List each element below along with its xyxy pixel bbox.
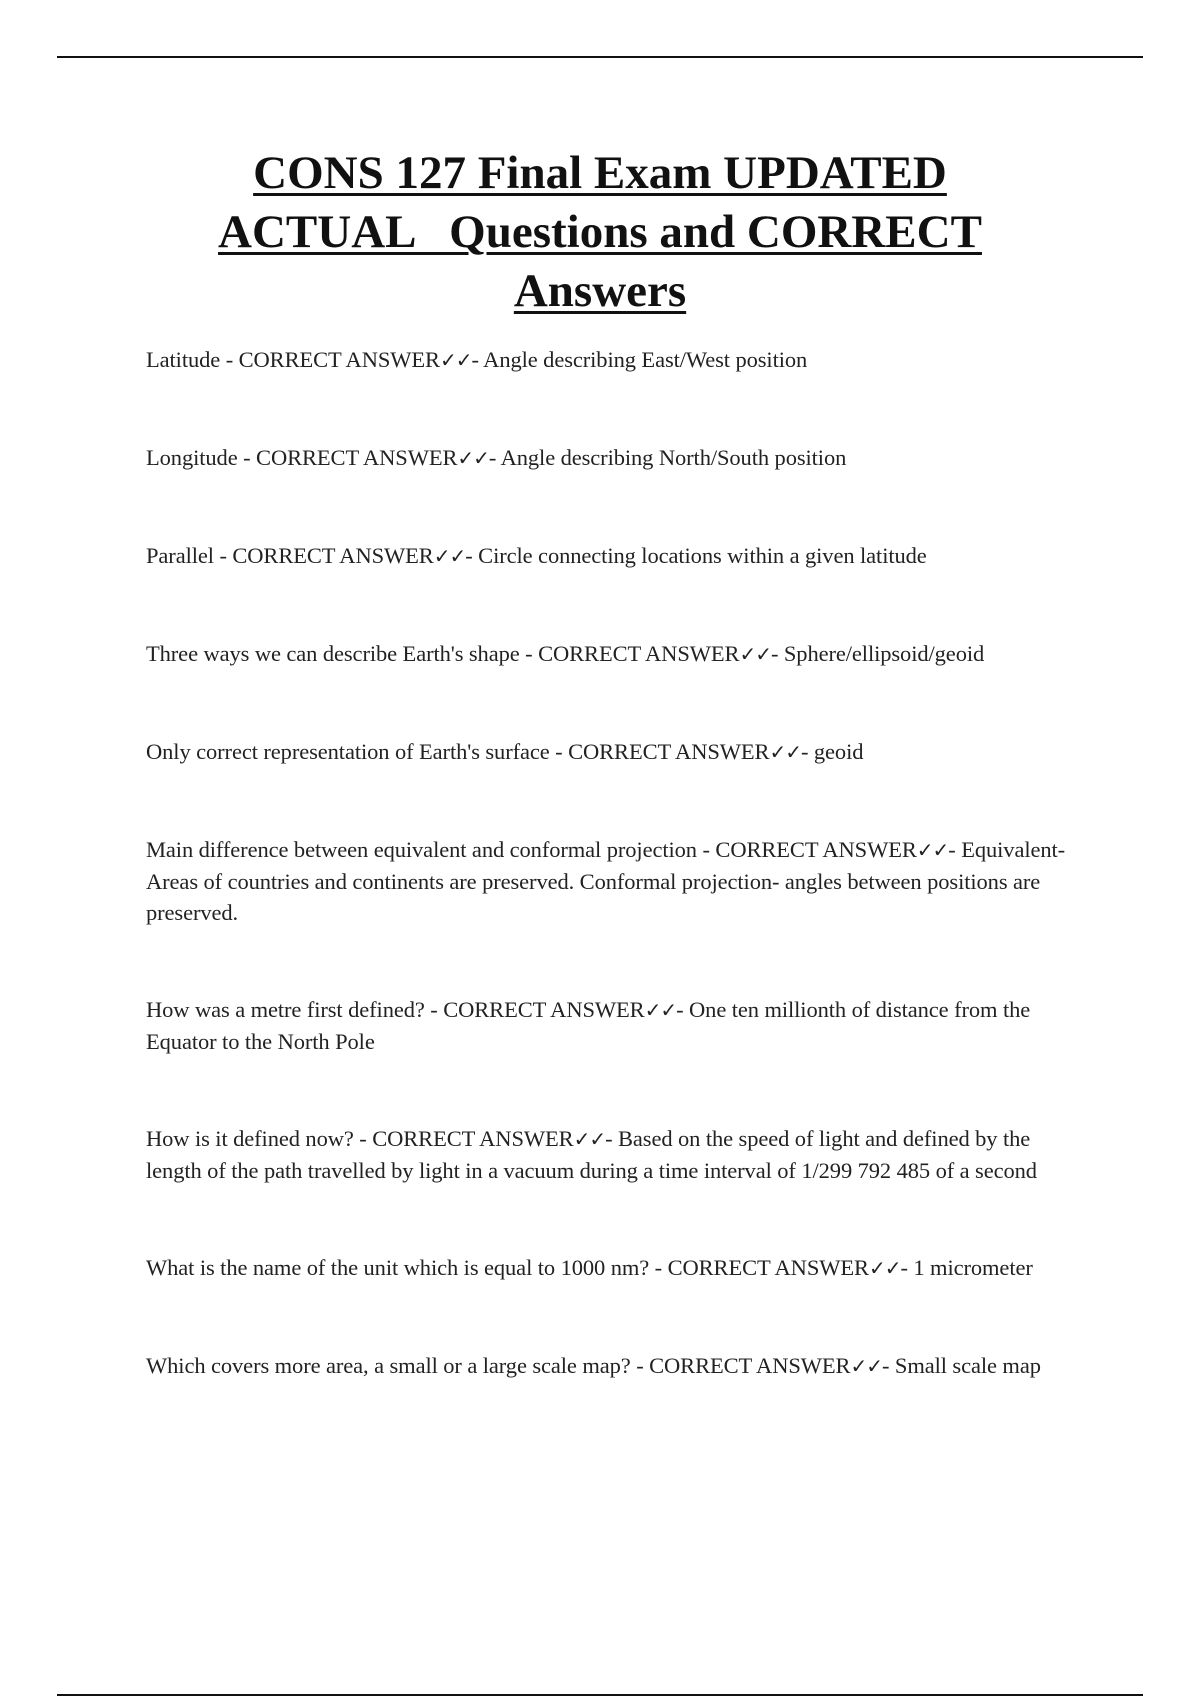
title-line-3: Answers [513,265,687,317]
qa-item [146,736,1066,768]
question-text: Three ways we can describe Earth's shape [146,641,520,666]
answer-text: 1 micrometer [913,1255,1033,1280]
answer-label: - CORRECT ANSWER [213,543,434,568]
question-text: Latitude [146,347,221,372]
answer-text: geoid [813,739,864,764]
answer-prefix: - [676,997,690,1022]
answer-prefix: - [900,1255,914,1280]
qa-item [146,638,1066,670]
qa-item [146,442,1066,474]
answer-label: - CORRECT ANSWER [649,1255,869,1280]
qa-item [146,834,1066,928]
answer-text: Angle describing East/West position [483,347,808,372]
answer-prefix: - [770,641,784,666]
answer-label: - CORRECT ANSWER [424,997,645,1022]
answer-text: Circle connecting locations within a given latitude [478,543,927,568]
answer-prefix: - [800,739,814,764]
answer-text: Angle describing North/South position [500,445,847,470]
document-title [100,144,1100,321]
answer-prefix: - [948,837,962,862]
question-text: Main difference between equivalent and conformal projection [146,837,697,862]
answer-label: - CORRECT ANSWER [549,739,770,764]
question-text: What is the name of the unit which is equal to 1000 nm? [146,1255,650,1280]
check-marks-icon: ✓✓ [769,740,801,764]
answer-prefix: - [488,445,501,470]
question-text: Longitude [146,445,238,470]
check-marks-icon: ✓✓ [644,998,677,1022]
answer-text: Equivalent- Areas of countries and continents are preserved. Conformal projection- angles between positions are preserved. [146,837,1066,925]
answer-label: - CORRECT ANSWER [696,837,917,862]
qa-item [146,540,1066,572]
qa-list [146,344,1066,1448]
question-text: How was a metre first defined? [146,997,425,1022]
title-line-2: ACTUAL Questions and CORRECT [218,206,982,258]
top-rule [57,56,1143,58]
qa-item [146,1252,1066,1284]
answer-prefix: - [881,1353,895,1378]
qa-item [146,1123,1066,1186]
check-marks-icon: ✓✓ [439,348,472,372]
answer-label: - CORRECT ANSWER [237,445,458,470]
check-marks-icon: ✓✓ [739,642,771,666]
answer-prefix: - [471,347,484,372]
answer-prefix: - [605,1126,618,1151]
answer-text: Based on the speed of light and defined by the length of the path travelled by light in a vacuum during a time interval of 1/299 792 485 of a second [146,1126,1037,1183]
question-text: Which covers more area, a small or a large scale map? [146,1353,631,1378]
answer-prefix: - [465,543,479,568]
check-marks-icon: ✓✓ [850,1354,882,1378]
qa-item [146,344,1066,376]
answer-label: - CORRECT ANSWER [220,347,440,372]
bottom-rule [57,1694,1143,1696]
check-marks-icon: ✓✓ [573,1127,606,1151]
answer-text: Sphere/ellipsoid/geoid [783,641,985,666]
qa-item [146,994,1066,1057]
question-text: Only correct representation of Earth's surface [146,739,550,764]
answer-label: - CORRECT ANSWER [353,1126,574,1151]
question-text: How is it defined now? [146,1126,354,1151]
check-marks-icon: ✓✓ [433,544,466,568]
qa-item [146,1350,1066,1382]
title-line-1: CONS 127 Final Exam UPDATED [253,147,947,199]
check-marks-icon: ✓✓ [868,1256,901,1280]
answer-label: - CORRECT ANSWER [519,641,740,666]
question-text: Parallel [146,543,214,568]
check-marks-icon: ✓✓ [916,838,949,862]
check-marks-icon: ✓✓ [457,446,489,470]
answer-label: - CORRECT ANSWER [630,1353,851,1378]
answer-text: Small scale map [894,1353,1041,1378]
answer-text: One ten millionth of distance from the Equator to the North Pole [146,997,1031,1054]
